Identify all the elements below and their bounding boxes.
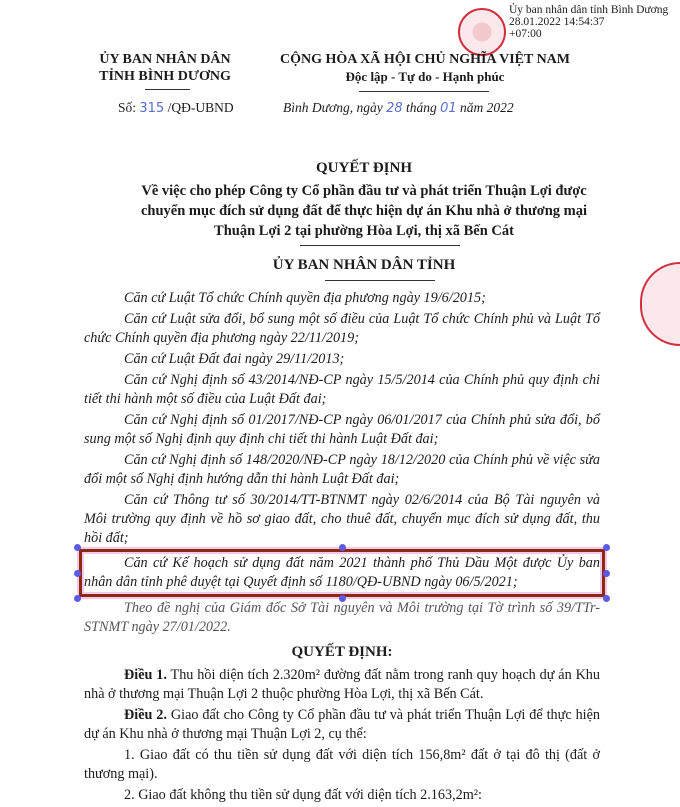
digital-signature-seal-icon bbox=[458, 8, 506, 56]
ground-item: Căn cứ Nghị định số 01/2017/NĐ-CP ngày 06/01/2017 của Chính phủ sửa đổi, bổ sung một số Nghị định quy định chi tiết thi hành Luật Đất đai; bbox=[84, 412, 600, 447]
motto: Độc lập - Tự do - Hạnh phúc bbox=[345, 69, 505, 84]
org-line-2: TỈNH BÌNH DƯƠNG bbox=[99, 69, 231, 84]
signature-datetime: 28.01.2022 14:54:37 bbox=[509, 16, 605, 28]
ground-item: Căn cứ Nghị định số 43/2014/NĐ-CP ngày 15/5/2014 của Chính phủ quy định chi tiết thi hành một số điều của Luật Đất đai; bbox=[84, 372, 600, 407]
number-label: Số: bbox=[118, 100, 137, 115]
national-header bbox=[270, 51, 580, 85]
month-label: tháng bbox=[405, 100, 437, 115]
authority-underline bbox=[325, 280, 435, 281]
document-title: QUYẾT ĐỊNH bbox=[316, 160, 412, 176]
ground-item: Căn cứ Luật Tổ chức Chính quyền địa phương ngày 19/6/2015; bbox=[124, 290, 486, 306]
signature-timezone: +07:00 bbox=[509, 28, 542, 40]
resize-handle[interactable] bbox=[74, 595, 81, 602]
org-underline bbox=[145, 89, 190, 90]
ground-item: Căn cứ Thông tư số 30/2014/TT-BTNMT ngày 02/6/2014 của Bộ Tài nguyên và Môi trường quy định về hồ sơ giao đất, cho thuê đất, chuyển mục đích sử dụng đất, thu hồi đất; bbox=[84, 492, 600, 546]
ground-item: Căn cứ Luật Đất đai ngày 29/11/2013; bbox=[124, 351, 345, 367]
authority-heading: ỦY BAN NHÂN DÂN TỈNH bbox=[272, 257, 456, 273]
signer-name: Ủy ban nhân dân tỉnh Bình Dương bbox=[509, 4, 669, 16]
resize-handle[interactable] bbox=[603, 544, 610, 551]
article-1 bbox=[84, 666, 600, 704]
date-prefix: Bình Dương, ngày bbox=[283, 100, 383, 115]
date-month: 01 bbox=[440, 101, 457, 116]
article-item: 2. Giao đất không thu tiền sử dụng đất với diện tích 2.163,2m²: bbox=[124, 787, 482, 803]
resize-handle[interactable] bbox=[603, 595, 610, 602]
subtitle-underline bbox=[300, 245, 460, 246]
date-year: năm 2022 bbox=[460, 100, 514, 115]
resize-handle[interactable] bbox=[603, 570, 610, 577]
number-suffix: /QĐ-UBND bbox=[167, 100, 234, 115]
subtitle-line: chuyển mục đích sử dụng đất để thực hiện dự án Khu nhà ở thương mại bbox=[140, 203, 588, 219]
document-number bbox=[118, 100, 234, 116]
ground-item: Căn cứ Nghị định số 148/2020/NĐ-CP ngày 18/12/2020 của Chính phủ về việc sửa đổi một số Nghị định hướng dẫn thi hành Luật Đất đai; bbox=[84, 452, 600, 487]
document-date bbox=[283, 100, 514, 116]
document-body bbox=[84, 289, 600, 807]
resize-handle[interactable] bbox=[74, 544, 81, 551]
document-subtitle bbox=[84, 181, 644, 241]
article-item: 1. Giao đất có thu tiền sử dụng đất với diện tích 156,8m² đất ở tại đô thị (đất ở thương mại). bbox=[84, 747, 600, 782]
subtitle-line: Về việc cho phép Công ty Cổ phần đầu tư và phát triển Thuận Lợi được bbox=[141, 183, 587, 199]
article-label: Điều 1. bbox=[124, 667, 167, 683]
resize-handle[interactable] bbox=[74, 570, 81, 577]
motto-underline bbox=[359, 91, 489, 92]
article-text: Giao đất cho Công ty Cổ phần đầu tư và phát triển Thuận Lợi để thực hiện dự án Khu nhà ở thương mại Thuận Lợi 2, cụ thể: bbox=[84, 707, 600, 742]
article-text: Thu hồi diện tích 2.320m² đường đất nằm trong ranh quy hoạch dự án Khu nhà ở thương mại Thuận Lợi 2 thuộc phường Hòa Lợi, thị xã Bến Cát. bbox=[84, 667, 600, 702]
article-label: Điều 2. bbox=[124, 707, 167, 723]
date-day: 28 bbox=[386, 101, 403, 116]
org-line-1: ỦY BAN NHÂN DÂN bbox=[99, 52, 231, 67]
article-2 bbox=[84, 706, 600, 744]
issuing-org bbox=[90, 51, 240, 85]
resize-handle[interactable] bbox=[339, 544, 346, 551]
decision-heading: QUYẾT ĐỊNH: bbox=[291, 644, 393, 660]
digital-signature-info bbox=[509, 4, 674, 40]
number-value: 315 bbox=[139, 101, 165, 116]
ground-item-highlighted: Căn cứ Kế hoạch sử dụng đất năm 2021 thành phố Thủ Dầu Một được Ủy ban nhân dân tỉnh phê duyệt tại Quyết định số 1180/QĐ-UBND ngày 06/5/2021; bbox=[84, 555, 600, 590]
selection-box[interactable] bbox=[84, 554, 600, 592]
ground-item: Căn cứ Luật sửa đổi, bổ sung một số điều của Luật Tổ chức Chính phủ và Luật Tổ chức Chính quyền địa phương ngày 22/11/2019; bbox=[84, 311, 600, 346]
side-seal-icon bbox=[640, 262, 680, 346]
ground-item: Theo đề nghị của Giám đốc Sở Tài nguyên và Môi trường tại Tờ trình số 39/TTr-STNMT ngày 27/01/2022. bbox=[84, 600, 600, 635]
country-name: CỘNG HÒA XÃ HỘI CHỦ NGHĨA VIỆT NAM bbox=[279, 52, 570, 67]
subtitle-line: Thuận Lợi 2 tại phường Hòa Lợi, thị xã Bến Cát bbox=[214, 223, 514, 239]
